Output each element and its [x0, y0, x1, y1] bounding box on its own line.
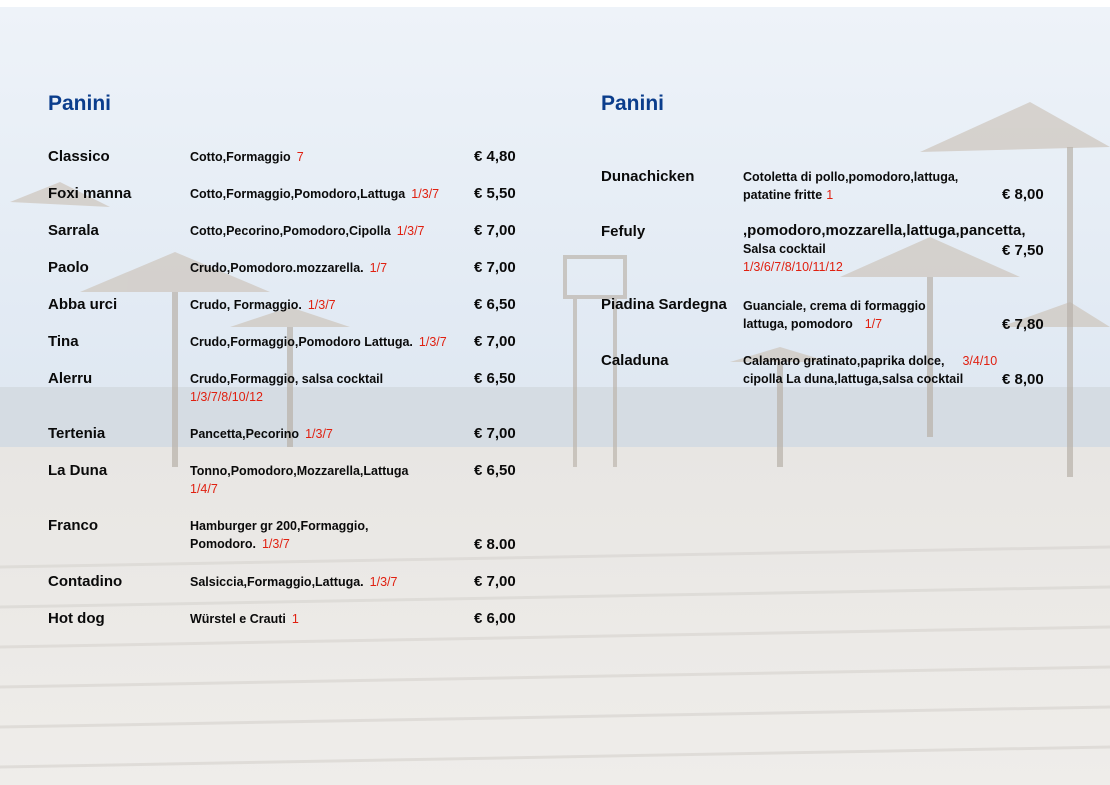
allergen-codes: 1/3/7 — [411, 187, 440, 201]
allergen-codes: 1/4/7 — [190, 482, 218, 496]
item-price: € 7,00 — [474, 425, 516, 442]
item-name: Tina — [48, 333, 79, 350]
item-name: La Duna — [48, 462, 108, 479]
item-description: Crudo,Formaggio,Pomodoro Lattuga. 1/3/7 — [190, 335, 447, 349]
allergen-codes: 1 — [826, 188, 834, 202]
right-section-title: Panini — [601, 92, 665, 115]
allergen-codes: 3/4/10 — [962, 354, 998, 368]
allergen-codes: 1/3/7 — [418, 335, 447, 349]
allergen-codes: 1/3/7 — [305, 427, 333, 441]
item-price: € 7,50 — [1002, 242, 1044, 259]
allergen-codes: 1 — [291, 612, 299, 626]
item-price: € 7,00 — [474, 333, 516, 350]
item-name: Franco — [48, 517, 99, 534]
allergen-codes: 1/7 — [864, 317, 883, 331]
item-description: Pancetta,Pecorino 1/3/7 — [190, 427, 333, 441]
item-description: Cotto,Formaggio 7 — [190, 150, 304, 164]
item-description: Guanciale, crema di formaggio lattuga, pomodoro 1/7 — [743, 299, 926, 331]
item-price: € 6,50 — [474, 462, 516, 479]
item-price: € 8,00 — [1002, 371, 1044, 388]
item-name: Alerru — [48, 370, 93, 387]
allergen-codes: 1/3/7 — [396, 224, 425, 238]
item-name: Paolo — [48, 259, 89, 276]
item-price: € 8,00 — [1002, 186, 1044, 203]
left-section-title: Panini — [48, 92, 112, 115]
item-price: € 7,80 — [1002, 316, 1044, 333]
item-name: Foxi manna — [48, 185, 132, 202]
item-name: Abba urci — [48, 296, 118, 313]
item-description: Crudo, Formaggio. 1/3/7 — [190, 298, 336, 312]
item-price: € 7,00 — [474, 573, 516, 590]
allergen-codes: 1/3/7 — [261, 537, 290, 551]
item-price: € 6,50 — [474, 296, 516, 313]
item-description: ,pomodoro,mozzarella,lattuga,pancetta, Salsa cocktail 1/3/6/7/8/10/11/12 — [743, 222, 1026, 274]
item-description: Würstel e Crauti 1 — [190, 612, 299, 626]
item-name: Hot dog — [48, 610, 105, 627]
item-description: Salsiccia,Formaggio,Lattuga. 1/3/7 — [190, 575, 398, 589]
item-price: € 4,80 — [474, 148, 516, 165]
item-description: Cotoletta di pollo,pomodoro,lattuga, patatine fritte 1 — [743, 170, 959, 202]
item-description: Hamburger gr 200,Formaggio, Pomodoro. 1/3/7 — [190, 519, 369, 551]
item-name: Piadina Sardegna — [601, 296, 727, 313]
allergen-codes: 1/3/7/8/10/12 — [190, 390, 263, 404]
item-price: € 8.00 — [474, 536, 516, 553]
item-description: Crudo,Pomodoro.mozzarella. 1/7 — [190, 261, 388, 275]
item-description: Cotto,Pecorino,Pomodoro,Cipolla 1/3/7 — [190, 224, 425, 238]
item-name: Classico — [48, 148, 110, 165]
allergen-codes: 1/3/6/7/8/10/11/12 — [743, 260, 843, 274]
item-description: Crudo,Formaggio, salsa cocktail 1/3/7/8/10/12 — [190, 372, 384, 404]
item-price: € 7,00 — [474, 222, 516, 239]
item-name: Tertenia — [48, 425, 106, 442]
item-name: Fefuly — [601, 223, 646, 240]
item-price: € 7,00 — [474, 259, 516, 276]
item-name: Contadino — [48, 573, 123, 590]
item-name: Sarrala — [48, 222, 99, 239]
item-price: € 6,50 — [474, 370, 516, 387]
item-description: Calamaro gratinato,paprika dolce, 3/4/10 cipolla La duna,lattuga,salsa cocktail — [743, 354, 998, 386]
item-description: Tonno,Pomodoro,Mozzarella,Lattuga 1/4/7 — [190, 464, 409, 496]
item-description: Cotto,Formaggio,Pomodoro,Lattuga 1/3/7 — [190, 187, 440, 201]
allergen-codes: 1/7 — [369, 261, 388, 275]
allergen-codes: 7 — [296, 150, 304, 164]
item-price: € 5,50 — [474, 185, 516, 202]
item-name: Dunachicken — [601, 168, 695, 185]
allergen-codes: 1/3/7 — [369, 575, 398, 589]
item-price: € 6,00 — [474, 610, 516, 627]
allergen-codes: 1/3/7 — [307, 298, 336, 312]
item-name: Caladuna — [601, 352, 669, 369]
